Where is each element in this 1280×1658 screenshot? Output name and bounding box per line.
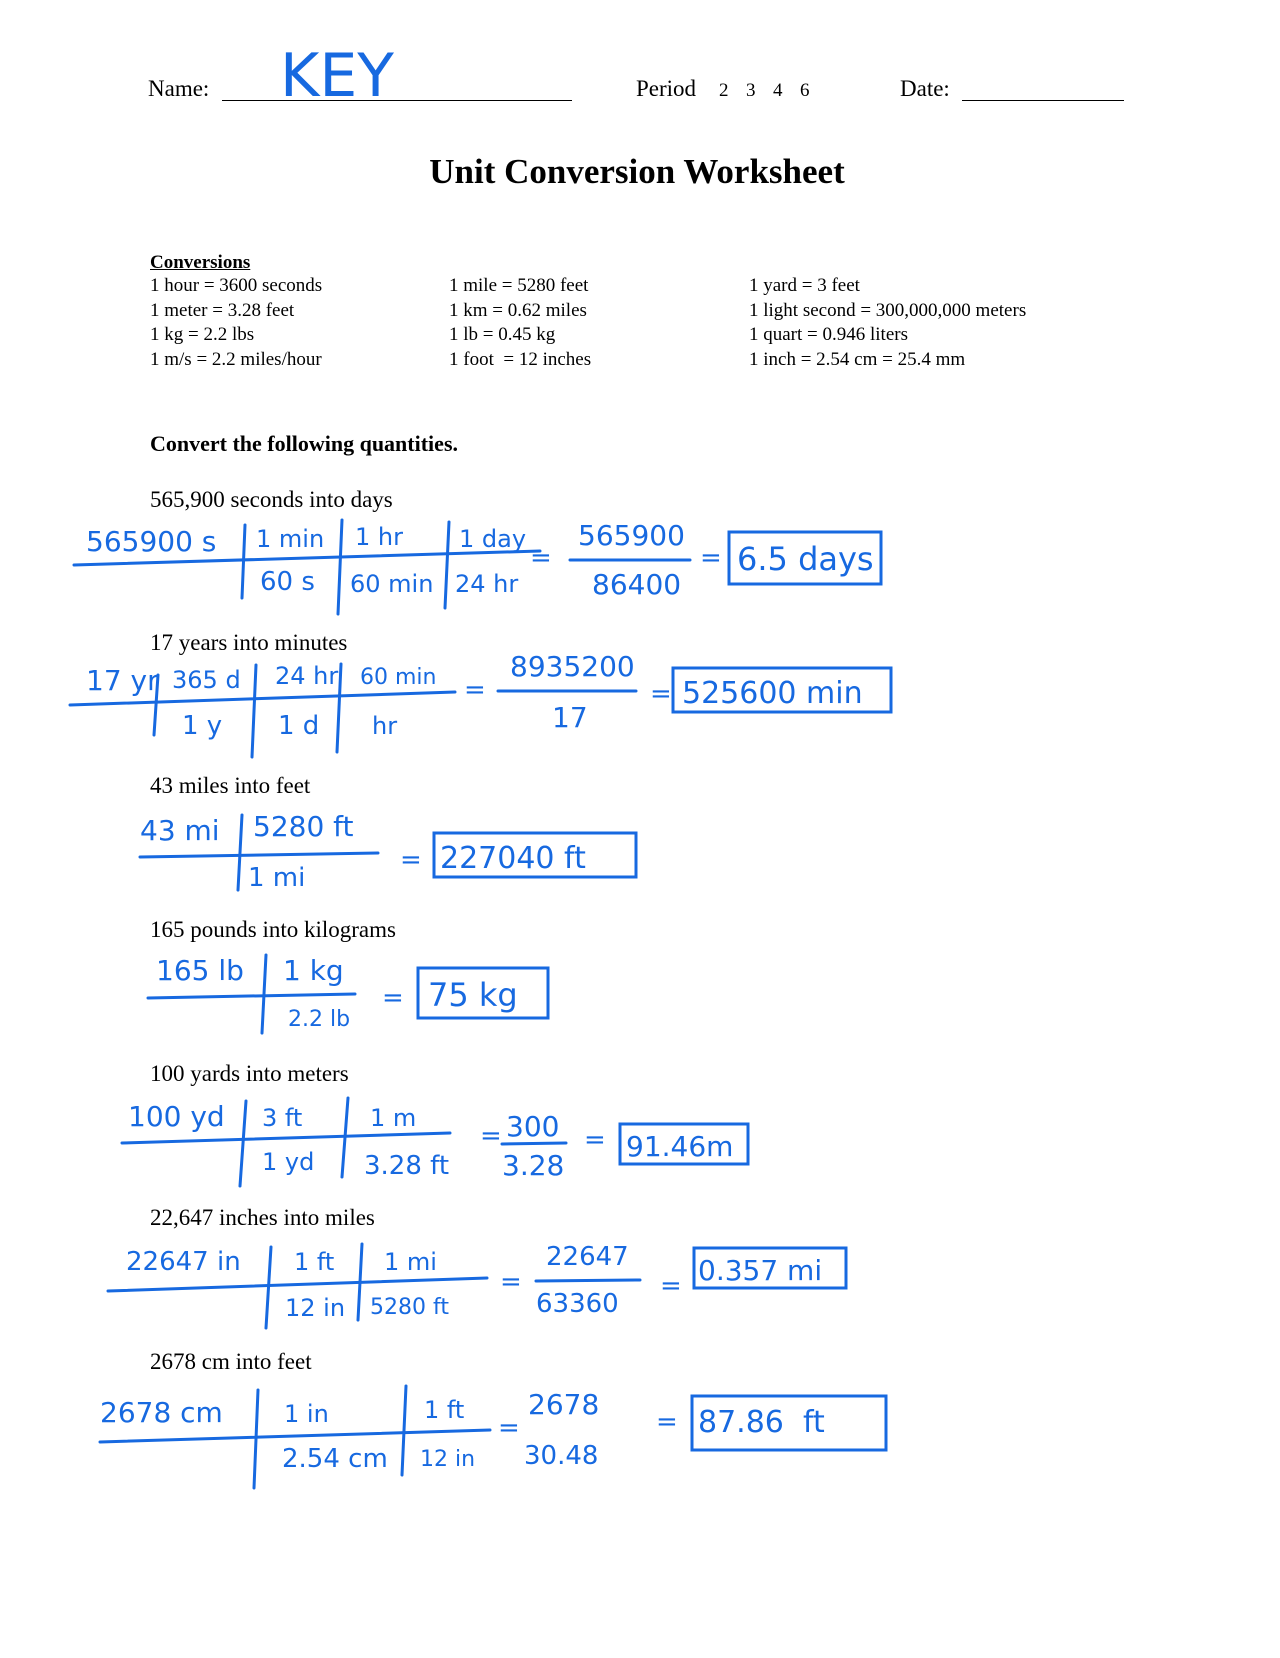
start-quantity: 17 yr — [86, 664, 159, 697]
factor-numerator: 60 min — [360, 665, 437, 690]
answer: 75 kg — [428, 976, 518, 1014]
factor-denominator: 1 mi — [248, 863, 306, 893]
name-line — [222, 100, 572, 101]
answer-box — [418, 968, 548, 1018]
fraction-denominator: 86400 — [592, 568, 682, 601]
factor-numerator: 3 ft — [262, 1104, 303, 1132]
answer: 0.357 mi — [698, 1254, 823, 1287]
svg-text:=: = — [498, 1413, 520, 1443]
factor-numerator: 1 day — [459, 525, 527, 553]
answer: 227040 ft — [440, 841, 586, 876]
factor-numerator: 1 m — [370, 1104, 417, 1132]
svg-text:=: = — [700, 543, 722, 573]
start-quantity: 100 yd — [128, 1100, 225, 1133]
factor-denominator: 12 in — [285, 1294, 346, 1322]
period-label: Period — [636, 76, 697, 101]
svg-text:=: = — [464, 675, 486, 705]
name-label: Name: — [148, 76, 210, 101]
question-6: 22,647 inches into miles — [150, 1205, 375, 1230]
fraction-denominator: 3.28 — [502, 1149, 565, 1182]
svg-text:=: = — [480, 1121, 502, 1151]
answer-box — [434, 833, 636, 877]
date-label: Date: — [900, 76, 950, 101]
question-3: 43 miles into feet — [150, 773, 311, 798]
factor-numerator: 1 hr — [355, 523, 403, 551]
question-4: 165 pounds into kilograms — [150, 917, 396, 942]
svg-text:=: = — [660, 1271, 682, 1301]
factor-numerator: 1 in — [284, 1400, 329, 1428]
start-quantity: 22647 in — [126, 1247, 241, 1277]
conversion-item: 1 quart = 0.946 liters — [749, 324, 908, 345]
question-7: 2678 cm into feet — [150, 1349, 312, 1374]
fraction-numerator: 22647 — [546, 1242, 629, 1272]
question-5: 100 yards into meters — [150, 1061, 349, 1086]
conversion-item: 1 lb = 0.45 kg — [449, 324, 556, 345]
svg-text:=: = — [382, 983, 404, 1013]
answer-box — [694, 1248, 846, 1288]
conversion-item: 1 light second = 300,000,000 meters — [749, 299, 1027, 321]
start-quantity: 43 mi — [140, 814, 220, 847]
conversions-col-2 — [449, 274, 591, 372]
factor-numerator: 1 ft — [294, 1248, 335, 1276]
conversions-col-1 — [150, 274, 322, 372]
answer-box — [729, 532, 881, 584]
factor-denominator: 3.28 ft — [364, 1151, 450, 1181]
question-1: 565,900 seconds into days — [150, 487, 393, 512]
answer-box — [673, 668, 891, 712]
start-quantity: 565900 s — [86, 525, 217, 558]
fraction-numerator: 300 — [506, 1110, 560, 1143]
date-line — [962, 100, 1124, 101]
fraction-numerator: 2678 — [528, 1388, 600, 1421]
svg-text:=: = — [400, 845, 422, 875]
factor-numerator: 5280 ft — [253, 810, 354, 843]
start-quantity: 165 lb — [156, 954, 244, 987]
page-title: Unit Conversion Worksheet — [429, 152, 845, 191]
conversion-item: 1 meter = 3.28 feet — [150, 299, 295, 321]
fraction-denominator: 63360 — [536, 1289, 619, 1319]
name-value: KEY — [280, 41, 394, 111]
svg-text:=: = — [656, 1407, 678, 1437]
conversion-item: 1 mile = 5280 feet — [449, 275, 589, 296]
conversion-item: 1 hour = 3600 seconds — [150, 275, 323, 296]
svg-text:=: = — [500, 1267, 522, 1297]
factor-denominator: 1 y — [182, 711, 223, 741]
factor-numerator: 365 d — [172, 666, 241, 694]
answer: 525600 min — [682, 676, 863, 711]
factor-numerator: 24 hr — [275, 662, 339, 690]
factor-denominator: 2.2 lb — [288, 1007, 351, 1032]
factor-denominator: hr — [372, 712, 398, 740]
answer: 91.46m — [626, 1130, 734, 1163]
fraction-denominator: 30.48 — [524, 1441, 599, 1471]
start-quantity: 2678 cm — [100, 1396, 223, 1429]
conversion-item: 1 inch = 2.54 cm = 25.4 mm — [749, 348, 966, 370]
factor-denominator: 12 in — [420, 1447, 476, 1472]
conversions-heading: Conversions — [150, 252, 251, 273]
svg-text:=: = — [584, 1125, 606, 1155]
factor-denominator: 24 hr — [455, 570, 519, 598]
conversions-col-3 — [749, 274, 1026, 372]
solution-7 — [100, 1386, 886, 1488]
factor-denominator: 60 s — [260, 567, 315, 597]
solution-1 — [74, 519, 881, 614]
conversion-item: 1 kg = 2.2 lbs — [150, 324, 255, 345]
solution-4 — [148, 954, 548, 1033]
fraction-denominator: 17 — [552, 701, 588, 734]
conversion-item: 1 yard = 3 feet — [749, 275, 860, 296]
factor-denominator: 1 d — [278, 711, 320, 741]
factor-numerator: 1 kg — [283, 954, 344, 987]
solution-5 — [122, 1098, 748, 1186]
answer-box — [692, 1396, 886, 1450]
fraction-numerator: 8935200 — [510, 650, 635, 683]
answer: 6.5 days — [737, 540, 874, 578]
svg-text:=: = — [650, 679, 672, 709]
factor-numerator: 1 mi — [384, 1248, 437, 1276]
factor-numerator: 1 min — [256, 525, 325, 553]
factor-numerator: 1 ft — [424, 1396, 465, 1424]
solution-2 — [70, 650, 891, 757]
conversion-item: 1 m/s = 2.2 miles/hour — [150, 348, 322, 370]
instructions: Convert the following quantities. — [150, 431, 458, 456]
solution-3 — [140, 810, 636, 893]
factor-denominator: 1 yd — [262, 1148, 315, 1176]
fraction-numerator: 565900 — [578, 519, 685, 552]
period-options: 2 3 4 6 — [719, 80, 810, 101]
conversion-item: 1 km = 0.62 miles — [449, 299, 587, 321]
factor-denominator: 2.54 cm — [282, 1444, 388, 1474]
factor-denominator: 5280 ft — [370, 1295, 449, 1320]
factor-denominator: 60 min — [350, 570, 434, 598]
solution-6 — [108, 1242, 846, 1328]
conversion-item: 1 foot = 12 inches — [449, 348, 592, 370]
answer-box — [620, 1124, 748, 1164]
svg-text:=: = — [530, 543, 552, 573]
answer: 87.86 ft — [698, 1405, 825, 1440]
question-2: 17 years into minutes — [150, 630, 348, 655]
